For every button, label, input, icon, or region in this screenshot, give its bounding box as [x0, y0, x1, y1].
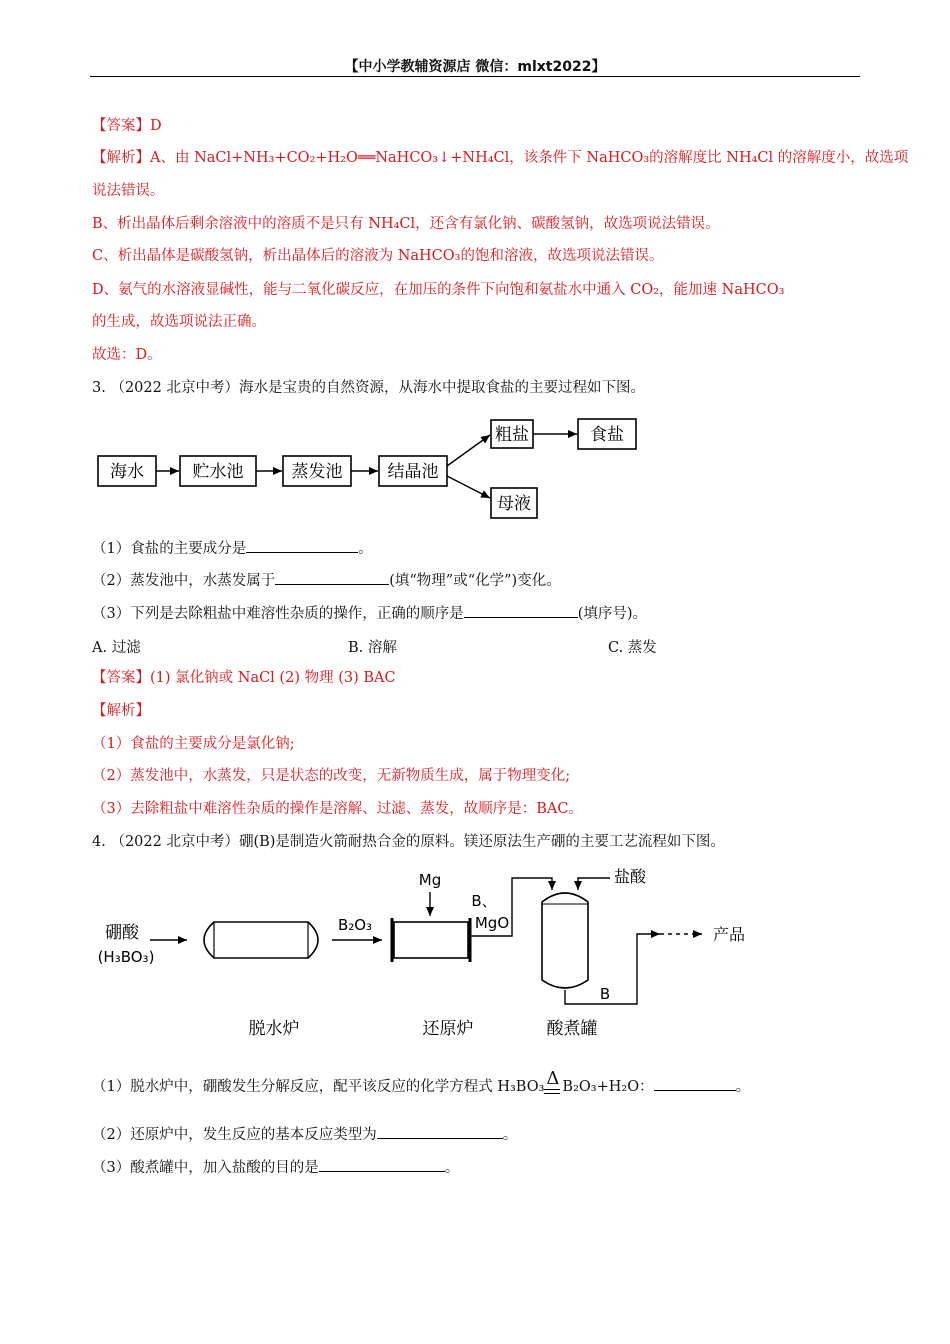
- q2-analysis-d-line1: D、氨气的水溶液显碱性，能与二氧化碳反应，在加压的条件下向饱和氨盐水中通入 CO₂，能加速 NaHCO₃: [92, 282, 785, 298]
- b2o3-label: B₂O₃: [337, 916, 373, 934]
- seawater-box: [98, 456, 156, 486]
- q3-sub2: [92, 570, 561, 591]
- q2-analysis-d-line2: 的生成，故选项说法正确。: [92, 314, 266, 330]
- q4-sub2: [92, 1124, 517, 1145]
- flow-arrow: [578, 878, 610, 890]
- dehydration-furnace-label: 脱水炉: [248, 1019, 300, 1039]
- answer-blank[interactable]: [464, 603, 578, 618]
- crystallization-pool-label: 结晶池: [387, 462, 439, 482]
- q3-answer-text: (1) 氯化钠或 NaCl (2) 物理 (3) BAC: [150, 670, 396, 686]
- q3-sub3-suffix: (填序号)。: [577, 606, 648, 622]
- q2-conclusion: 故选：D。: [92, 347, 162, 363]
- q4-sub3: [92, 1157, 459, 1178]
- acid-tank-label: 酸煮罐: [546, 1019, 598, 1039]
- storage-pool-label: 贮水池: [192, 462, 244, 482]
- product-label: 产品: [712, 925, 746, 944]
- q4-sub3-text: （3）酸煮罐中，加入盐酸的目的是: [92, 1160, 319, 1176]
- hcl-label: 盐酸: [613, 867, 647, 886]
- answer-blank[interactable]: [275, 570, 389, 585]
- analysis-label: 【解析】: [92, 150, 150, 166]
- q4-sub1-text: （1）脱水炉中，硼酸发生分解反应，配平该反应的化学方程式 H₃BO₃: [92, 1079, 545, 1095]
- crude-salt-box: [491, 420, 533, 448]
- mg-label: Mg: [418, 871, 442, 889]
- boric-acid-label: 硼酸: [105, 923, 139, 943]
- answer-label: 【答案】: [92, 670, 150, 686]
- q3-sub1-text: （1）食盐的主要成分是: [92, 541, 247, 557]
- seawater-label: 海水: [110, 462, 144, 482]
- q4-stem: 4. （2022 北京中考）硼(B)是制造火箭耐热合金的原料。镁还原法生产硼的主要工艺流程如下图。: [92, 834, 725, 850]
- q3-sub1: [92, 538, 373, 559]
- analysis-a-text: A、由 NaCl+NH₃+CO₂+H₂O══NaHCO₃↓+NH₄Cl，该条件下 NaHCO₃的溶解度比 NH₄Cl 的溶解度小，故选项: [150, 150, 909, 166]
- evaporation-pool-box: [283, 456, 351, 486]
- reduction-furnace-shape: [394, 922, 468, 958]
- q3-option-b: B. 溶解: [348, 640, 397, 656]
- q4-sub1-suffix: 。: [735, 1079, 751, 1095]
- q4-sub2-suffix: 。: [502, 1127, 518, 1143]
- q3-analysis-1: （1）食盐的主要成分是氯化钠;: [92, 736, 295, 752]
- q3-answer: [92, 668, 396, 688]
- mother-liquor-label: 母液: [497, 494, 531, 514]
- acid-tank-shape: [542, 893, 588, 988]
- q3-sub3-text: （3）下列是去除粗盐中难溶性杂质的操作，正确的顺序是: [92, 606, 464, 622]
- flow-arrow: [447, 435, 490, 466]
- q3-analysis-label: 【解析】: [92, 703, 150, 719]
- flow-arrow: [447, 476, 490, 498]
- answer-blank[interactable]: [377, 1124, 503, 1139]
- b-label: B: [599, 985, 611, 1003]
- q4-sub3-suffix: 。: [444, 1160, 460, 1176]
- q3-analysis-3: （3）去除粗盐中难溶性杂质的操作是溶解、过滤、蒸发，故顺序是：BAC。: [92, 801, 583, 817]
- q2-analysis-a-line2: 说法错误。: [92, 183, 165, 199]
- q4-sub2-text: （2）还原炉中，发生反应的基本反应类型为: [92, 1127, 377, 1143]
- mother-liquor-box: [491, 488, 537, 518]
- answer-blank[interactable]: [654, 1076, 736, 1091]
- q3-option-a: A. 过滤: [92, 640, 141, 656]
- answer-blank[interactable]: [246, 538, 358, 553]
- header-rule: [90, 76, 860, 77]
- boric-acid-formula: (H₃BO₃): [97, 948, 155, 966]
- answer-blank[interactable]: [319, 1157, 445, 1172]
- q2-analysis-a-line1: [92, 148, 908, 168]
- q3-stem: 3. （2022 北京中考）海水是宝贵的自然资源，从海水中提取食盐的主要过程如下图。: [92, 380, 645, 396]
- q2-analysis-c: C、析出晶体是碳酸氢钠，析出晶体后的溶液为 NaHCO₃的饱和溶液，故选项说法错误。: [92, 248, 664, 264]
- reduction-furnace-label: 还原炉: [422, 1019, 474, 1039]
- storage-pool-box: [180, 456, 256, 486]
- q3-sub1-suffix: 。: [358, 541, 373, 557]
- b-mgo-label-2: MgO: [474, 914, 510, 932]
- q2-answer: 【答案】D: [92, 118, 162, 134]
- dehydration-furnace-shape: [204, 922, 318, 958]
- q2-analysis-b: B、析出晶体后剩余溶液中的溶质不是只有 NH₄Cl，还含有氯化钠、碳酸氢钠，故选项说法错误。: [92, 216, 720, 232]
- equation-bar: [544, 1093, 560, 1094]
- q4-flow-diagram: [92, 862, 792, 1052]
- page-header: 【中小学教辅资源店 微信：mlxt2022】: [344, 59, 606, 75]
- q3-option-c: C. 蒸发: [608, 640, 657, 656]
- table-salt-label: 食盐: [590, 425, 624, 445]
- crystallization-pool-box: [379, 456, 447, 486]
- q3-flow-diagram: [90, 412, 650, 522]
- crude-salt-label: 粗盐: [495, 425, 529, 445]
- q4-sub1-products: B₂O₃+H₂O：: [562, 1079, 654, 1095]
- q3-sub2-suffix: (填“物理”或“化学”)变化。: [389, 573, 561, 589]
- delta-symbol: Δ: [546, 1068, 560, 1089]
- evaporation-pool-label: 蒸发池: [291, 462, 343, 482]
- q4-sub1: [92, 1068, 751, 1097]
- q3-sub2-text: （2）蒸发池中，水蒸发属于: [92, 573, 276, 589]
- b-mgo-label-1: B、: [471, 892, 497, 910]
- equation-bar: [544, 1089, 560, 1090]
- q3-analysis-2: （2）蒸发池中，水蒸发，只是状态的改变，无新物质生成，属于物理变化;: [92, 768, 571, 784]
- table-salt-box: [578, 419, 636, 449]
- q3-sub3: [92, 603, 647, 624]
